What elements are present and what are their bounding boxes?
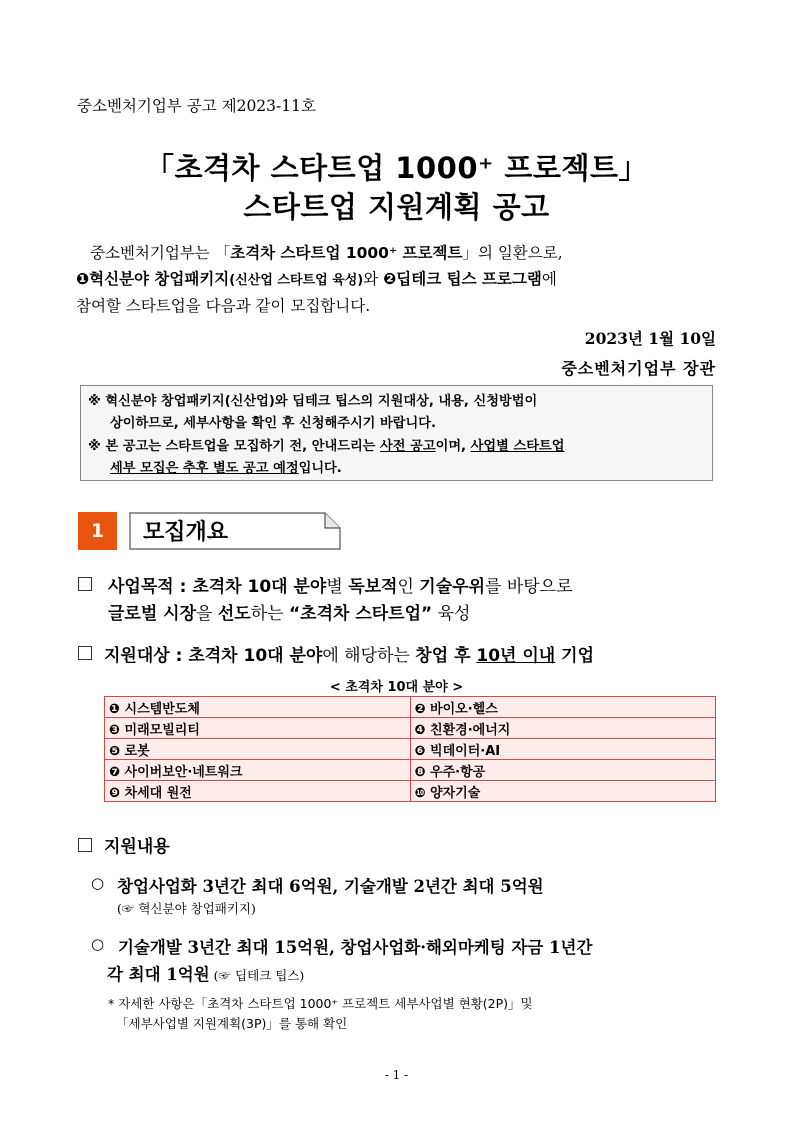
checkbox-square-icon — [78, 577, 92, 591]
intro-line-2: ❶혁신분야 창업패키지(신산업 스타트업 육성)와 ❷딥테크 팁스 프로그램에 — [76, 270, 557, 288]
page-number: - 1 - — [384, 1068, 409, 1082]
fields-caption: < 초격차 10대 분야 > — [329, 680, 464, 695]
table-cell: ❷ 바이오·헬스 — [410, 697, 716, 718]
table-cell: ❻ 빅데이터·AI — [410, 739, 716, 760]
circled-number-icon: ❷ — [383, 270, 397, 288]
footnote-line-2: 「세부사업별 지원계획(3P)」를 통해 확인 — [116, 1016, 348, 1031]
title-line-2: 스타트업 지원계획 공고 — [243, 190, 550, 224]
fields-table — [104, 696, 716, 802]
checkbox-square-icon — [78, 646, 92, 660]
table-row — [105, 718, 716, 739]
table-row — [105, 781, 716, 802]
checkbox-square-icon — [78, 838, 92, 852]
bullet-circle-icon: ○ — [91, 874, 105, 892]
notice-date: 2023년 1월 10일 — [584, 329, 716, 348]
notice-line-4: 세부 모집은 추후 별도 공고 예정입니다. — [110, 461, 342, 476]
notice-line-2: 상이하므로, 세부사항을 확인 후 신청해주시기 바랍니다. — [110, 416, 436, 431]
support-item-2-line-1: 기술개발 3년간 최대 15억원, 창업사업화·해외마케팅 자금 1년간 — [118, 938, 593, 957]
section-number: 1 — [78, 512, 117, 550]
purpose-line-1: 사업목적 : 초격차 10대 분야별 독보적인 기술우위를 바탕으로 — [108, 577, 573, 597]
circled-number-icon: ❶ — [76, 270, 90, 288]
table-cell: ❹ 친환경·에너지 — [410, 718, 716, 739]
title-line-1: 「초격차 스타트업 1000⁺ 프로젝트」 — [145, 151, 648, 185]
support-item-1: 창업사업화 3년간 최대 6억원, 기술개발 2년간 최대 5억원 — [117, 877, 544, 896]
target-line: 지원대상 : 초격차 10대 분야에 해당하는 창업 후 10년 이내 기업 — [104, 646, 594, 666]
table-row — [105, 760, 716, 781]
table-cell: ❿ 양자기술 — [410, 781, 716, 802]
table-row — [105, 697, 716, 718]
support-item-2-line-2: 각 최대 1억원 (☞ 딥테크 팁스) — [107, 965, 305, 984]
footnote-line-1: * 자세한 사항은「초격차 스타트업 1000⁺ 프로젝트 세부사업별 현황(2P)」및 — [108, 996, 533, 1011]
support-heading: 지원내용 — [104, 837, 170, 857]
section-title: 모집개요 — [143, 520, 229, 545]
minister-signature: 중소벤처기업부 장관 — [561, 359, 716, 378]
table-cell: ❶ 시스템반도체 — [105, 697, 411, 718]
notice-number: 중소벤처기업부 공고 제2023-11호 — [77, 97, 316, 115]
table-cell: ❼ 사이버보안·네트워크 — [105, 760, 411, 781]
table-cell: ❺ 로봇 — [105, 739, 411, 760]
table-cell: ❾ 차세대 원전 — [105, 781, 411, 802]
notice-box — [80, 385, 713, 481]
intro-line-3: 참여할 스타트업을 다음과 같이 모집합니다. — [76, 297, 371, 315]
support-item-1-note: (☞ 혁신분야 창업패키지) — [117, 901, 256, 916]
notice-line-3: ※ 본 공고는 스타트업을 모집하기 전, 안내드리는 사전 공고이며, 사업별 스타트업 — [88, 439, 565, 454]
table-cell: ❽ 우주·항공 — [410, 760, 716, 781]
purpose-line-2: 글로벌 시장을 선도하는 “초격차 스타트업” 육성 — [108, 604, 471, 624]
table-row — [105, 739, 716, 760]
intro-line-1: 중소벤처기업부는 「초격차 스타트업 1000⁺ 프로젝트」의 일환으로, — [90, 244, 563, 262]
table-cell: ❸ 미래모빌리티 — [105, 718, 411, 739]
bullet-circle-icon: ○ — [91, 935, 105, 953]
notice-line-1: ※ 혁신분야 창업패키지(신산업)와 딥테크 팁스의 지원대상, 내용, 신청방법이 — [88, 394, 538, 409]
